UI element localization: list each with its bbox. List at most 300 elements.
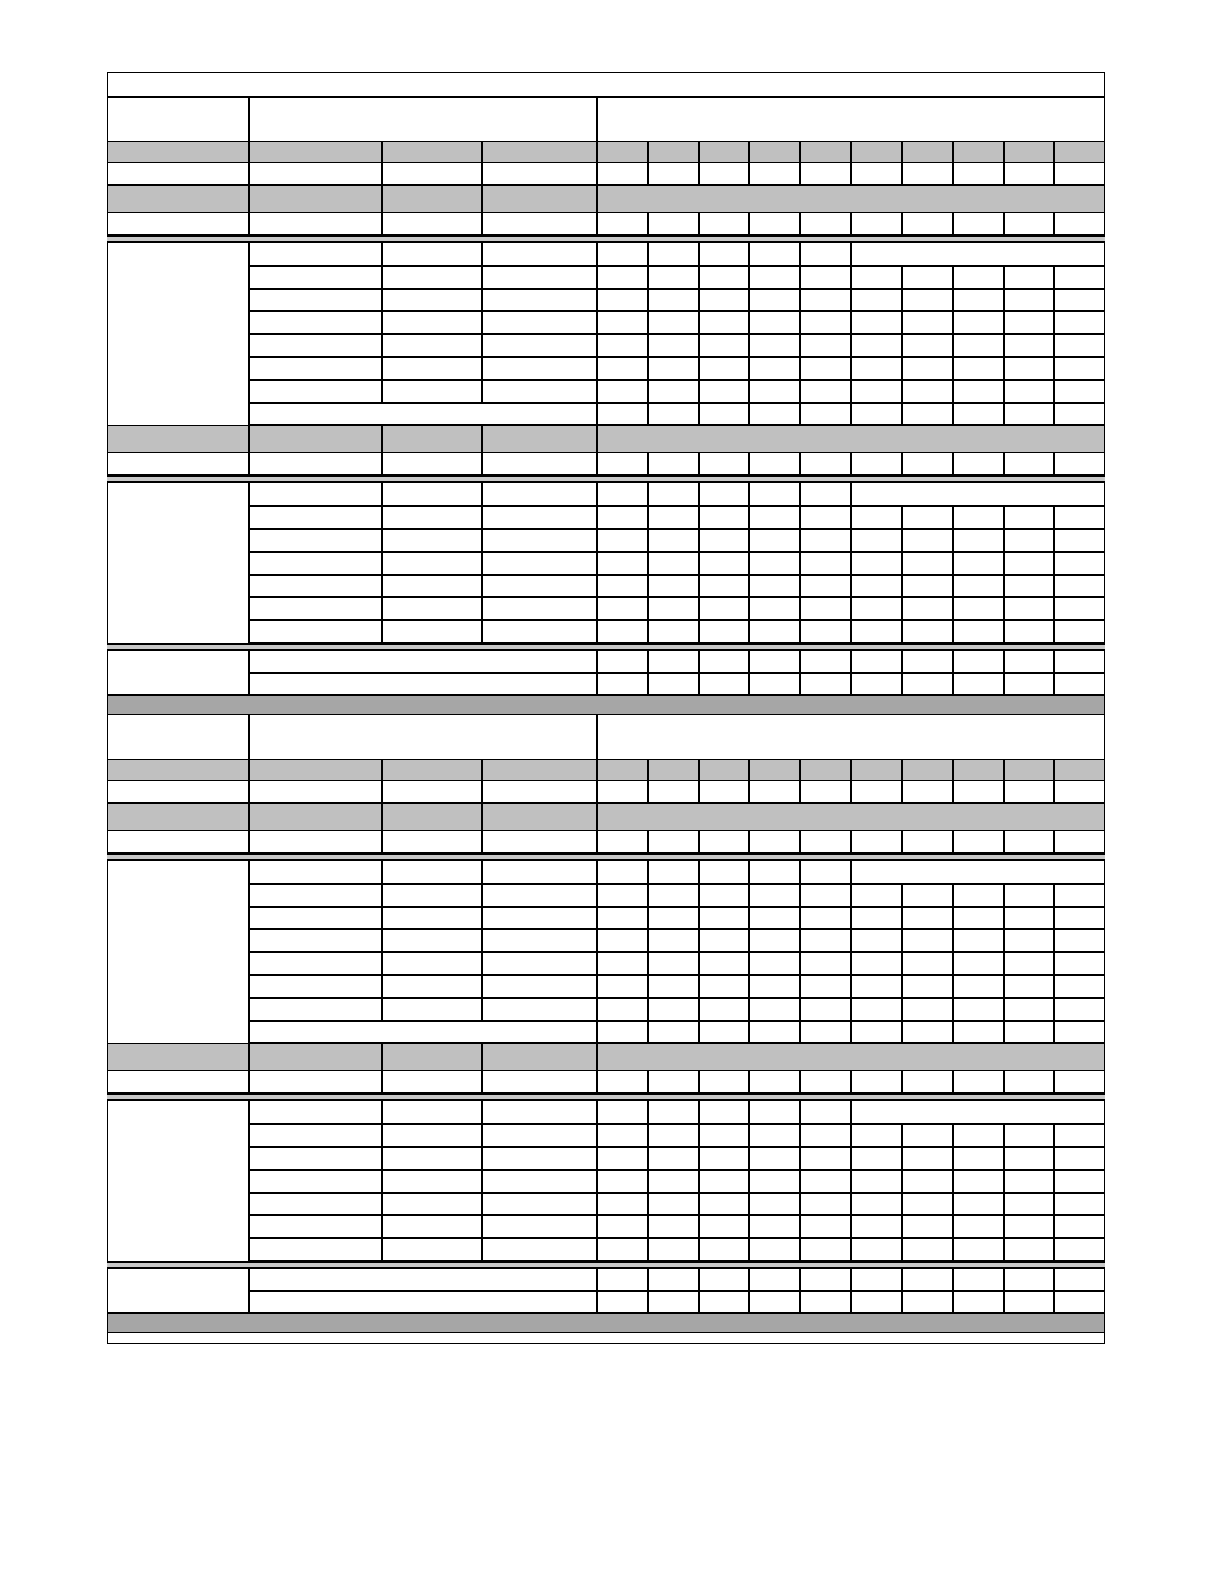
section-2-block-b-cell-divider <box>952 1124 954 1147</box>
section-1-column-header-divider <box>1053 141 1055 163</box>
section-2-block-b-cell-divider <box>647 1147 649 1170</box>
section-2-data-row-cell-divider <box>248 1071 250 1093</box>
section-1-data-row-cell-divider <box>850 213 852 235</box>
section-1-block-b-cell-divider <box>381 597 383 620</box>
section-1-block-b-cell-divider <box>698 529 700 552</box>
section-2-block-a-cell-divider <box>799 929 801 952</box>
section-2-block-b-cell-divider <box>698 1215 700 1238</box>
section-1-block-a-cell-divider <box>901 357 903 380</box>
section-2-block-b-cell-divider <box>952 1238 954 1261</box>
section-2-block-a-cell-divider <box>850 884 852 907</box>
section-1-block-b-cell-divider <box>850 597 852 620</box>
section-2-data-row-cell-divider <box>698 1071 700 1093</box>
section-1-block-a-cell-divider <box>481 380 483 403</box>
section-2-block-b-cell-divider <box>647 1170 649 1193</box>
section-2-block-b-cell-divider <box>647 1193 649 1216</box>
section-1-block-a-cell-divider <box>901 334 903 357</box>
section-2-block-a-cell-divider <box>901 1021 903 1044</box>
section-2-data-row-cell-divider <box>647 781 649 803</box>
section-1-block-b-cell-divider <box>850 620 852 643</box>
section-1-data-row-cell-divider <box>850 453 852 475</box>
section-1-block-b-cell-divider <box>1053 506 1055 529</box>
section-1-block-b-cell-divider <box>901 506 903 529</box>
section-1-block-a-cell-divider <box>850 311 852 334</box>
section-1-block-b-cell-divider <box>481 552 483 575</box>
section-2-block-b-cell-divider <box>481 1170 483 1193</box>
section-1-block-b-cell-divider <box>1053 620 1055 643</box>
section-2-data-row-cell-divider <box>799 781 801 803</box>
section-2-block-a-cell-divider <box>647 952 649 975</box>
section-2-block-a-cell-divider <box>1003 929 1005 952</box>
section-2-block-b-cell-divider <box>596 1124 598 1147</box>
section-1-block-a-cell-divider <box>799 266 801 289</box>
section-2-column-header-divider <box>596 759 598 781</box>
section-1-block-a-cell-divider <box>901 289 903 312</box>
section-1-block-b-row-rule <box>249 574 1105 576</box>
section-1-block-a-cell-divider <box>748 243 750 266</box>
section-1-block-a-cell-divider <box>698 311 700 334</box>
section-1-data-row-cell-divider <box>596 453 598 475</box>
section-2-block-b-cell-divider <box>596 1238 598 1261</box>
section-1-block-b-cell-divider <box>952 620 954 643</box>
section-1-block-b-cell-divider <box>596 552 598 575</box>
section-1-data-row-cell-divider <box>698 163 700 185</box>
section-1-block-a-cell-divider <box>1003 334 1005 357</box>
section-1-totals-cell-divider <box>952 651 954 695</box>
section-2-block-b-cell-divider <box>381 1193 383 1216</box>
section-2-block-b-cell-divider <box>1003 1147 1005 1170</box>
section-1-block-b-cell-divider <box>748 620 750 643</box>
section-2-block-a-cell-divider <box>596 907 598 930</box>
section-2-column-header-divider <box>481 759 483 781</box>
section-2-block-b-cell-divider <box>748 1238 750 1261</box>
section-1-block-b-cell-divider <box>748 597 750 620</box>
section-2-mid-band-divider <box>381 1043 383 1071</box>
section-1-data-row-cell-divider <box>1053 213 1055 235</box>
section-1-data-row-cell-divider <box>799 213 801 235</box>
section-1-block-a-cell-divider <box>748 289 750 312</box>
section-1-block-b-cell-divider <box>698 483 700 506</box>
section-2-mid-band-divider <box>596 1043 598 1071</box>
section-1-block-a-cell-divider <box>850 403 852 426</box>
section-1-block-b-cell-divider <box>901 529 903 552</box>
section-2-block-a-cell-divider <box>748 952 750 975</box>
section-2-column-header-divider <box>248 759 250 781</box>
section-2-block-a-cell-divider <box>799 907 801 930</box>
section-1-block-a-cell-divider <box>799 334 801 357</box>
section-2-block-b-cell-divider <box>1053 1124 1055 1147</box>
section-2-totals-cell-divider <box>850 1269 852 1313</box>
section-2-block-a-cell-divider <box>481 884 483 907</box>
section-1-mid-band-divider <box>481 425 483 453</box>
section-2-data-row-cell-divider <box>850 831 852 853</box>
section-2-block-b-cell-divider <box>850 1238 852 1261</box>
section-1-block-b-cell-divider <box>952 529 954 552</box>
section-2-block-a-cell-divider <box>901 952 903 975</box>
section-1-block-a-cell-divider <box>596 311 598 334</box>
section-1-data-row-cell-divider <box>901 213 903 235</box>
section-1-block-a-cell-divider <box>748 266 750 289</box>
section-2-column-header-divider <box>901 759 903 781</box>
section-2-block-b-cell-divider <box>596 1193 598 1216</box>
section-2-block-a-row-rule <box>249 928 1105 930</box>
section-2-column-header-divider <box>1053 759 1055 781</box>
section-1-block-b-cell-divider <box>799 620 801 643</box>
section-1-totals-cell-divider <box>748 651 750 695</box>
section-1-column-header-divider <box>647 141 649 163</box>
section-2-block-b-cell-divider <box>799 1101 801 1124</box>
section-1-block-b-cell-divider <box>698 620 700 643</box>
section-2-block-b-cell-divider <box>698 1170 700 1193</box>
section-1-block-a-cell-divider <box>901 403 903 426</box>
section-1-block-a-cell-divider <box>596 266 598 289</box>
section-2-block-a-cell-divider <box>850 861 852 884</box>
section-1-data-row-cell-divider <box>1053 163 1055 185</box>
section-1-block-b-cell-divider <box>799 552 801 575</box>
section-2-block-b-row-rule <box>249 1169 1105 1171</box>
section-1-block-b-row-rule <box>249 528 1105 530</box>
section-1-block-b-cell-divider <box>1053 552 1055 575</box>
section-2-block-a-cell-divider <box>1053 952 1055 975</box>
section-2-data-row-cell-divider <box>1003 831 1005 853</box>
section-2-block-a-cell-divider <box>381 929 383 952</box>
section-1-block-a-cell-divider <box>1053 289 1055 312</box>
section-2-block-a-cell-divider <box>647 907 649 930</box>
section-2-subheader-band <box>107 803 1105 831</box>
section-1-block-b-cell-divider <box>698 506 700 529</box>
section-1-block-a-cell-divider <box>1053 357 1055 380</box>
section-1-block-a-cell-divider <box>748 311 750 334</box>
section-2-block-a-cell-divider <box>748 975 750 998</box>
section-1-mid-band-divider <box>381 425 383 453</box>
section-1-block-b-cell-divider <box>698 552 700 575</box>
section-1-block-a-cell-divider <box>698 357 700 380</box>
section-2-block-a-cell-divider <box>1053 998 1055 1021</box>
section-2-block-b-cell-divider <box>901 1147 903 1170</box>
section-2-block-a-cell-divider <box>1003 975 1005 998</box>
section-1-block-b-cell-divider <box>481 506 483 529</box>
section-1-subheader-band <box>107 185 1105 213</box>
section-1-block-b-cell-divider <box>647 506 649 529</box>
section-2-column-header-divider <box>1003 759 1005 781</box>
section-2-subheader-divider <box>248 803 250 831</box>
section-2-block-a-cell-divider <box>698 907 700 930</box>
section-2-block-b-cell-divider <box>748 1147 750 1170</box>
section-2-block-a-row-rule <box>249 997 1105 999</box>
section-2-totals-cell-divider <box>647 1269 649 1313</box>
section-2-block-b-cell-divider <box>481 1124 483 1147</box>
section-1-block-b-cell-divider <box>481 620 483 643</box>
section-1-column-header-divider <box>698 141 700 163</box>
section-1-block-a-cell-divider <box>748 357 750 380</box>
section-2-totals-cell-divider <box>748 1269 750 1313</box>
section-2-block-b-cell-divider <box>481 1193 483 1216</box>
section-2-block-b-cell-divider <box>481 1147 483 1170</box>
section-2-block-b-cell-divider <box>748 1170 750 1193</box>
section-1-block-a-cell-divider <box>799 380 801 403</box>
section-1-block-b-cell-divider <box>901 575 903 598</box>
section-2-block-a-cell-divider <box>1003 884 1005 907</box>
section-1-block-a-cell-divider <box>799 243 801 266</box>
section-1-data-row-cell-divider <box>850 163 852 185</box>
section-1-block-b-cell-divider <box>1003 575 1005 598</box>
section-1-block-a-cell-divider <box>952 357 954 380</box>
section-1-block-a-cell-divider <box>381 380 383 403</box>
section-1-block-a-cell-divider <box>481 357 483 380</box>
section-1-column-header-divider <box>748 141 750 163</box>
section-2-data-row-cell-divider <box>748 831 750 853</box>
section-2-block-a-cell-divider <box>596 929 598 952</box>
section-2-data-row-cell-divider <box>1053 1071 1055 1093</box>
section-2-header-divider <box>596 715 598 759</box>
section-2-block-b-cell-divider <box>850 1193 852 1216</box>
section-1-block-a-cell-divider <box>698 266 700 289</box>
section-2-block-a-cell-divider <box>481 907 483 930</box>
section-1-block-a-row-rule <box>249 333 1105 335</box>
section-2-data-row-cell-divider <box>952 781 954 803</box>
section-2-block-a-cell-divider <box>1053 975 1055 998</box>
section-2-column-header-divider <box>381 759 383 781</box>
section-2-block-a-cell-divider <box>901 884 903 907</box>
section-2-data-row-cell-divider <box>698 831 700 853</box>
section-2-totals-cell-divider <box>1003 1269 1005 1313</box>
section-1-block-b-cell-divider <box>698 575 700 598</box>
section-1-block-b-cell-divider <box>799 597 801 620</box>
section-2-block-a-cell-divider <box>698 975 700 998</box>
section-1-block-b-cell-divider <box>381 506 383 529</box>
section-1-block-b-row-rule <box>249 505 1105 507</box>
section-2-block-a-cell-divider <box>381 907 383 930</box>
section-2-block-a-cell-divider <box>381 952 383 975</box>
section-1-block-a-row-rule <box>249 356 1105 358</box>
section-1-subheader-divider <box>381 185 383 213</box>
section-1-block-b-cell-divider <box>647 575 649 598</box>
section-2-block-b-cell-divider <box>647 1238 649 1261</box>
section-1-block-a-cell-divider <box>1003 266 1005 289</box>
section-2-block-a-cell-divider <box>748 884 750 907</box>
section-2-block-a-cell-divider <box>748 1021 750 1044</box>
section-2-totals-cell-divider <box>1053 1269 1055 1313</box>
section-1-block-a-cell-divider <box>850 243 852 266</box>
section-1-block-a-cell-divider <box>748 403 750 426</box>
section-2-data-row-cell-divider <box>1003 1071 1005 1093</box>
section-2-data-row-cell-divider <box>647 1071 649 1093</box>
section-2-block-a-cell-divider <box>850 952 852 975</box>
section-2-block-a-cell-divider <box>952 907 954 930</box>
section-2-block-a-row-rule <box>249 906 1105 908</box>
section-2-column-header-divider <box>850 759 852 781</box>
section-1-column-header-divider <box>481 141 483 163</box>
section-1-totals-cell-divider <box>850 651 852 695</box>
section-1-data-row-cell-divider <box>748 453 750 475</box>
section-1-block-b-cell-divider <box>381 620 383 643</box>
section-1-block-a-cell-divider <box>850 357 852 380</box>
section-2-block-a-cell-divider <box>481 998 483 1021</box>
section-2-block-a-cell-divider <box>1053 907 1055 930</box>
section-2-block-b-cell-divider <box>1003 1238 1005 1261</box>
section-2-data-row-cell-divider <box>1053 781 1055 803</box>
section-2-data-row-cell-divider <box>799 831 801 853</box>
section-2-data-row-cell-divider <box>901 831 903 853</box>
section-1-block-a-cell-divider <box>596 380 598 403</box>
section-2-block-b-cell-divider <box>748 1101 750 1124</box>
section-2-data-row-cell-divider <box>596 781 598 803</box>
section-2-totals-cell-divider <box>698 1269 700 1313</box>
section-1-totals-cell-divider <box>799 651 801 695</box>
section-2-block-b-cell-divider <box>952 1147 954 1170</box>
section-1-mid-band-divider <box>248 425 250 453</box>
section-2-block-b-cell-divider <box>901 1215 903 1238</box>
section-2-block-a-cell-divider <box>799 975 801 998</box>
section-1-block-a-cell-divider <box>647 289 649 312</box>
section-2-block-a-cell-divider <box>698 929 700 952</box>
section-1-block-b-cell-divider <box>1003 597 1005 620</box>
section-2-block-b-row-rule <box>249 1192 1105 1194</box>
section-2-block-a-cell-divider <box>381 861 383 884</box>
section-2-block-a-cell-divider <box>748 929 750 952</box>
section-1-block-b-cell-divider <box>952 575 954 598</box>
section-2-header-divider <box>248 715 250 759</box>
section-1-data-row-cell-divider <box>698 453 700 475</box>
section-2-subheader-divider <box>596 803 598 831</box>
section-1-block-b-cell-divider <box>381 552 383 575</box>
section-2-block-b-cell-divider <box>647 1101 649 1124</box>
section-2-block-b-cell-divider <box>481 1101 483 1124</box>
section-2-block-a-cell-divider <box>952 884 954 907</box>
section-2-column-header-divider <box>698 759 700 781</box>
section-2-block-b-cell-divider <box>1003 1215 1005 1238</box>
section-1-block-b-cell-divider <box>596 575 598 598</box>
section-2-totals-cell-divider <box>799 1269 801 1313</box>
section-2-block-a-cell-divider <box>647 998 649 1021</box>
section-2-subheader-divider <box>481 803 483 831</box>
section-2-block-a-cell-divider <box>596 952 598 975</box>
section-1-block-b-cell-divider <box>1003 529 1005 552</box>
section-1-block-b-cell-divider <box>748 529 750 552</box>
section-1-block-a-cell-divider <box>1053 334 1055 357</box>
section-1-block-b-cell-divider <box>799 483 801 506</box>
section-2-data-row-cell-divider <box>248 831 250 853</box>
section-2-column-header-divider <box>647 759 649 781</box>
section-1-data-row-cell-divider <box>248 453 250 475</box>
section-1-block-a-cell-divider <box>952 266 954 289</box>
section-1-block-a-cell-divider <box>748 334 750 357</box>
section-1-block-a-cell-divider <box>1003 357 1005 380</box>
section-2-block-a-cell-divider <box>850 929 852 952</box>
section-1-block-a-cell-divider <box>596 357 598 380</box>
section-2-block-b-cell-divider <box>698 1147 700 1170</box>
section-2-block-a-cell-divider <box>481 975 483 998</box>
section-2-block-a-cell-divider <box>748 861 750 884</box>
section-1-data-row-cell-divider <box>952 163 954 185</box>
section-2-block-b-cell-divider <box>748 1124 750 1147</box>
section-1-block-a-cell-divider <box>850 289 852 312</box>
section-1-block-b-cell-divider <box>799 575 801 598</box>
section-1-totals-cell-divider <box>1053 651 1055 695</box>
section-2-block-a-cell-divider <box>748 907 750 930</box>
section-2-block-a-cell-divider <box>1053 1021 1055 1044</box>
section-1-block-a-cell-divider <box>850 334 852 357</box>
section-2-block-a-cell-divider <box>596 861 598 884</box>
section-1-block-a-cell-divider <box>596 289 598 312</box>
section-2-block-a-cell-divider <box>850 1021 852 1044</box>
section-2-block-b-cell-divider <box>647 1215 649 1238</box>
section-1-subheader-divider <box>596 185 598 213</box>
section-2-block-a-cell-divider <box>1003 1021 1005 1044</box>
section-2-block-a-cell-divider <box>647 975 649 998</box>
section-1-separator-2 <box>107 475 1105 483</box>
section-2-data-row-cell-divider <box>1053 831 1055 853</box>
section-1-block-a-cell-divider <box>799 357 801 380</box>
section-2-block-b-cell-divider <box>596 1101 598 1124</box>
section-2-block-b-cell-divider <box>799 1124 801 1147</box>
section-2-block-a-row-rule <box>249 883 1105 885</box>
section-2-block-b-cell-divider <box>850 1101 852 1124</box>
section-1-block-a-cell-divider <box>1003 311 1005 334</box>
section-2-data-row-cell-divider <box>952 831 954 853</box>
section-2-block-a-cell-divider <box>596 1021 598 1044</box>
section-1-block-a-row-rule <box>249 288 1105 290</box>
section-1-block-a-cell-divider <box>647 243 649 266</box>
section-2-block-b-row-rule <box>249 1146 1105 1148</box>
section-1-data-row-cell-divider <box>248 163 250 185</box>
section-2-block-a-cell-divider <box>850 998 852 1021</box>
section-1-block-a-cell-divider <box>381 289 383 312</box>
section-1-block-a-cell-divider <box>647 403 649 426</box>
section-2-block-a-cell-divider <box>596 998 598 1021</box>
section-2-column-header-divider <box>952 759 954 781</box>
section-2-block-a-cell-divider <box>799 1021 801 1044</box>
section-1-block-b-cell-divider <box>850 575 852 598</box>
title-bar-rule <box>107 96 1105 98</box>
section-1-data-row-cell-divider <box>481 163 483 185</box>
section-2-data-row-cell-divider <box>901 781 903 803</box>
section-2-block-b-cell-divider <box>698 1193 700 1216</box>
section-1-block-b-cell-divider <box>596 506 598 529</box>
section-1-block-b-cell-divider <box>850 483 852 506</box>
section-1-block-a-cell-divider <box>381 266 383 289</box>
section-2-block-a-cell-divider <box>952 1021 954 1044</box>
section-1-block-a-cell-divider <box>952 403 954 426</box>
section-1-block-b-cell-divider <box>381 529 383 552</box>
section-1-separator <box>107 235 1105 243</box>
section-1-block-b-cell-divider <box>748 552 750 575</box>
section-1-block-a-cell-divider <box>481 266 483 289</box>
section-2-data-row-cell-divider <box>850 1071 852 1093</box>
section-2-block-a-cell-divider <box>901 907 903 930</box>
section-1-block-a-cell-divider <box>596 403 598 426</box>
section-1-block-a-cell-divider <box>381 311 383 334</box>
section-2-block-a-cell-divider <box>596 884 598 907</box>
section-2-block-b-cell-divider <box>952 1170 954 1193</box>
section-1-block-b-cell-divider <box>1053 529 1055 552</box>
section-1-subheader-divider <box>248 185 250 213</box>
section-1-block-b-row-rule <box>249 596 1105 598</box>
section-2-data-row-cell-divider <box>698 781 700 803</box>
section-2-data-row-cell-divider <box>381 781 383 803</box>
section-2-block-b-cell-divider <box>952 1193 954 1216</box>
section-2-separator-2 <box>107 1093 1105 1101</box>
section-1-block-a-cell-divider <box>799 311 801 334</box>
section-1-block-a-cell-divider <box>647 357 649 380</box>
section-1-block-a-cell-divider <box>1053 403 1055 426</box>
section-2-block-b-cell-divider <box>1053 1238 1055 1261</box>
section-2-data-row-cell-divider <box>647 831 649 853</box>
section-1-block-b-cell-divider <box>647 483 649 506</box>
section-2-block-b-cell-divider <box>1053 1193 1055 1216</box>
section-1-totals-cell-divider <box>647 651 649 695</box>
section-2-block-b-cell-divider <box>1053 1170 1055 1193</box>
